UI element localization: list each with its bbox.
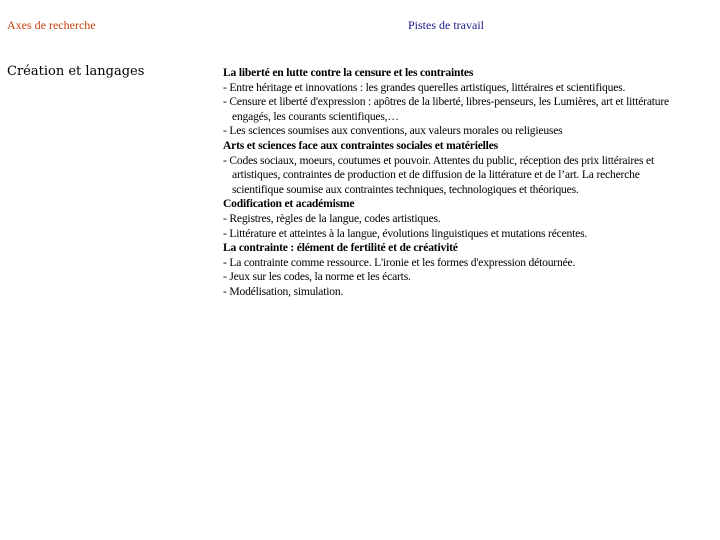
list-item: - Entre héritage et innovations : les grandes querelles artistiques, littéraires et scientifiques. — [223, 80, 626, 94]
list-item: - Codes sociaux, moeurs, coutumes et pouvoir. Attentes du public, réception des prix littéraires et — [223, 153, 654, 167]
list-item: - Registres, règles de la langue, codes artistiques. — [223, 211, 441, 225]
work-tracks-list — [223, 66, 669, 300]
list-item: - Modélisation, simulation. — [223, 284, 344, 298]
section-title: Arts et sciences face aux contraintes sociales et matérielles — [223, 138, 498, 152]
list-item: - Jeux sur les codes, la norme et les écarts. — [223, 270, 411, 284]
list-item: - Les sciences soumises aux conventions, aux valeurs morales ou religieuses — [223, 124, 563, 138]
section-title: La contrainte : élément de fertilité et de créativité — [223, 241, 458, 255]
header-axes-de-recherche: Axes de recherche — [7, 18, 96, 32]
list-item-continuation: scientifique soumise aux contraintes techniques, technologiques et théoriques. — [232, 182, 579, 196]
list-item: - La contrainte comme ressource. L'ironie et les formes d'expression détournée. — [223, 255, 576, 269]
section-title: Codification et académisme — [223, 197, 355, 211]
axis-label: Création et langages — [7, 64, 145, 79]
list-item: - Censure et liberté d'expression : apôtres de la liberté, libres-penseurs, les Lumières, art et littérature — [223, 95, 669, 109]
list-item: - Littérature et atteintes à la langue, évolutions linguistiques et mutations récentes. — [223, 226, 588, 240]
list-item-continuation: engagés, les courants scientifiques,… — [232, 109, 399, 123]
section-title: La liberté en lutte contre la censure et les contraintes — [223, 66, 474, 79]
list-item-continuation: artistiques, contraintes de production et de diffusion de la littérature et de l’art. La recherche — [232, 168, 640, 182]
header-pistes-de-travail: Pistes de travail — [408, 18, 484, 32]
